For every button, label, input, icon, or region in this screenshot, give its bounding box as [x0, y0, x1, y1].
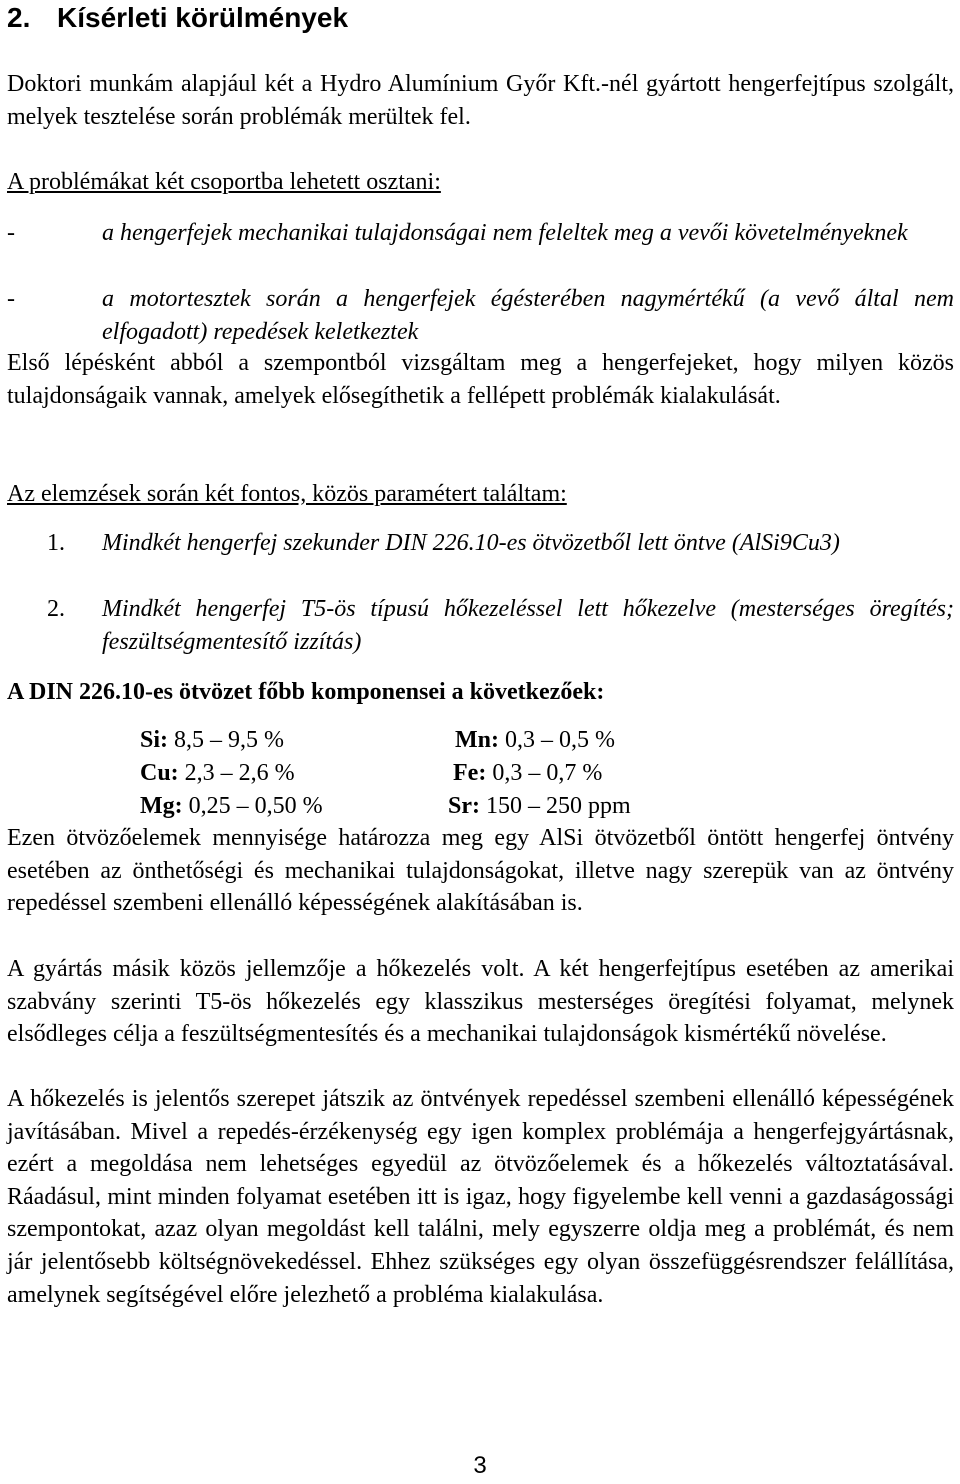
- heat-treatment-paragraph: A gyártás másik közös jellemzője a hőkezelés volt. A két hengerfejtípus esetében az amerikai szabvány szerinti T5-ös hőkezelés egy klasszikus mesterséges öregítési folyamat, melynek elsődleges célja a feszültségmentesítés és a mechanikai tulajdonságok kismértékű növelése.: [7, 956, 954, 1048]
- problem-text: a motortesztek során a hengerfejek égésterében nagymértékű (a vevő által nem elfogadott) repedések keletkeztek: [102, 286, 954, 345]
- component-label: Mg:: [140, 793, 183, 819]
- section-heading: [7, 0, 348, 36]
- list-dash: -: [7, 220, 15, 246]
- component-si: [140, 724, 284, 756]
- problem-item: [7, 217, 954, 250]
- param-item: [7, 593, 954, 658]
- list-dash: -: [7, 286, 15, 312]
- alloy-heading: A DIN 226.10-es ötvözet főbb komponensei a következőek:: [7, 679, 605, 705]
- problem-text: a hengerfejek mechanikai tulajdonságai nem feleltek meg a vevői követelményeknek: [102, 220, 908, 246]
- component-value: 0,25 – 0,50 %: [188, 793, 323, 819]
- param-item: [7, 527, 954, 560]
- component-cu: [140, 757, 295, 789]
- param-number: 2.: [47, 596, 65, 622]
- component-value: 150 – 250 ppm: [486, 793, 631, 819]
- component-label: Mn:: [455, 727, 499, 753]
- component-sr: [448, 790, 631, 822]
- param-text: Mindkét hengerfej szekunder DIN 226.10-es ötvözetből lett öntve (AlSi9Cu3): [102, 530, 840, 556]
- param-number: 1.: [47, 530, 65, 556]
- component-label: Si:: [140, 727, 169, 753]
- component-fe: [453, 757, 602, 789]
- params-heading: Az elemzések során két fontos, közös paramétert találtam:: [7, 481, 567, 507]
- component-value: 0,3 – 0,7 %: [492, 760, 603, 786]
- section-number: 2.: [7, 2, 31, 33]
- component-label: Cu:: [140, 760, 179, 786]
- section-title: Kísérleti körülmények: [57, 2, 349, 33]
- problem-item: [7, 283, 954, 348]
- component-label: Sr:: [448, 793, 480, 819]
- component-mn: [455, 724, 615, 756]
- first-step-paragraph: Első lépésként abból a szempontból vizsgáltam meg a hengerfejeket, hogy milyen közös tulajdonságaik vannak, amelyek elősegíthetik a fellépett problémák kialakulását.: [7, 350, 954, 409]
- component-value: 2,3 – 2,6 %: [184, 760, 295, 786]
- component-value: 0,3 – 0,5 %: [505, 727, 615, 753]
- component-value: 8,5 – 9,5 %: [174, 727, 285, 753]
- param-text: Mindkét hengerfej T5-ös típusú hőkezeléssel lett hőkezelve (mesterséges öregítés; feszültségmentesítő izzítás): [102, 596, 954, 655]
- page-number: 3: [473, 1452, 487, 1479]
- intro-paragraph: Doktori munkám alapjául két a Hydro Alumínium Győr Kft.-nél gyártott hengerfejtípus szolgált, melyek tesztelése során problémák merültek fel.: [7, 71, 954, 130]
- heat-role-paragraph: A hőkezelés is jelentős szerepet játszik az öntvények repedéssel szembeni ellenálló képességének javításában. Mivel a repedés-érzékenység egy igen komplex problémája a hengerfejgyártásnak, ezért a megoldása nem lehetséges egyedül az ötvözőelemek és a hőkezelés változtatásával. Ráadásul, mint minden folyamat esetében itt is igaz, hogy figyelembe kell venni a gazdaságossági szempontokat, azaz olyan megoldást kell találni, mely egyszerre oldja meg a problémát, és nem jár jelentősebb költségnövekedéssel. Ehhez szükséges egy olyan összefüggésrendszer felállítása, amelynek segítségével előre jelezhető a probléma kialakulása.: [7, 1086, 954, 1308]
- problems-heading: A problémákat két csoportba lehetett osztani:: [7, 169, 441, 195]
- component-label: Fe:: [453, 760, 487, 786]
- elements-paragraph: Ezen ötvözőelemek mennyisége határozza meg egy AlSi ötvözetből öntött hengerfej öntvény esetében az önthetőségi és mechanikai tulajdonságokat, illetve nagy szerepük van az öntvény repedéssel szembeni ellenálló képességének alakításában is.: [7, 825, 954, 917]
- component-mg: [140, 790, 323, 822]
